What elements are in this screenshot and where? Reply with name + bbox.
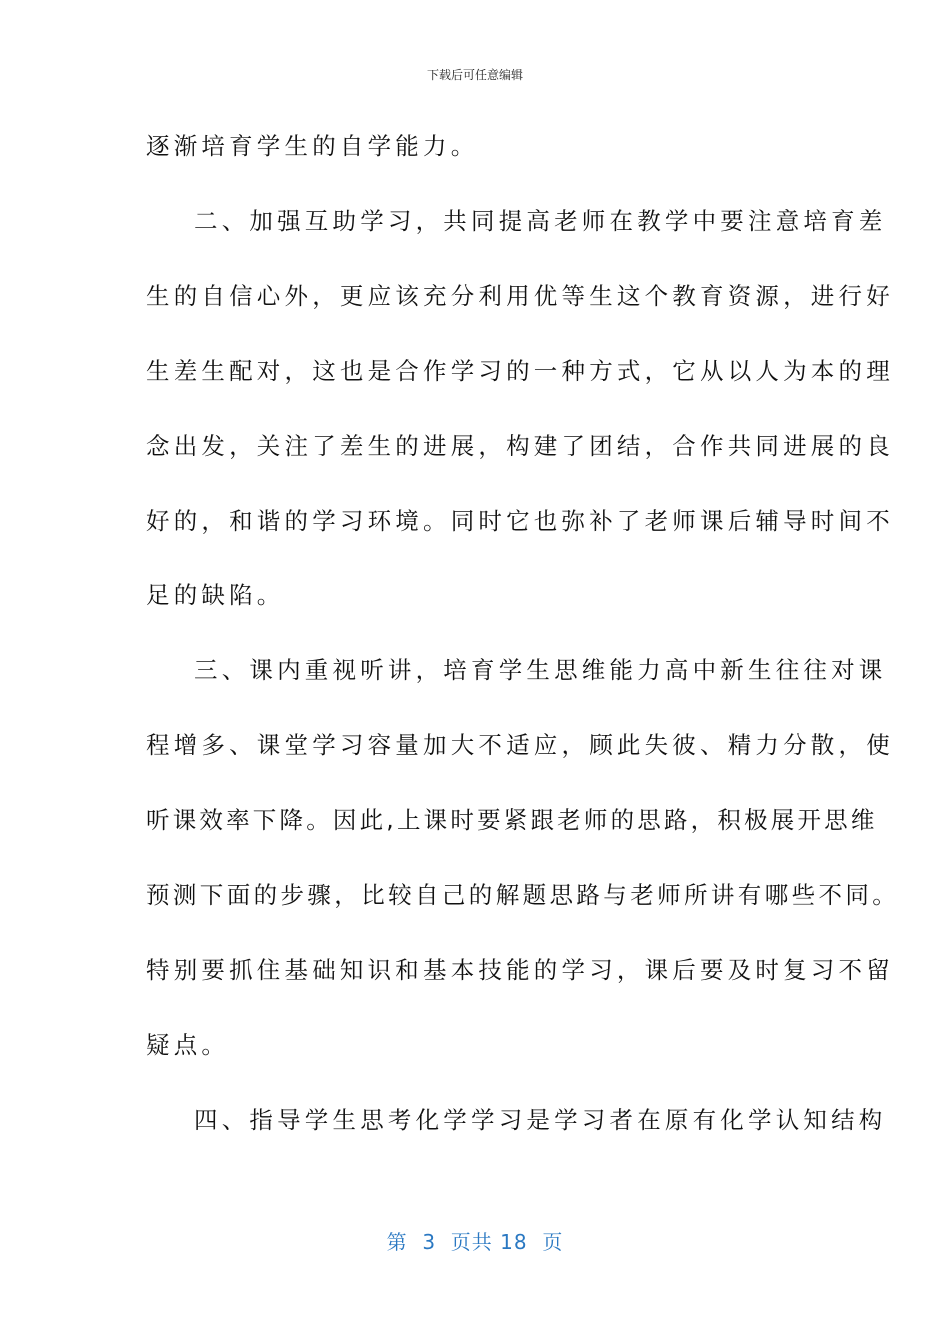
text-line: 四、指导学生思考化学学习是学习者在原有化学认知结构 [194,1106,887,1134]
text-line: 生的自信心外，更应该充分利用优等生这个教育资源，进行好 [146,282,894,310]
text-line: 特别要抓住基础知识和基本技能的学习，课后要及时复习不留 [146,956,894,984]
text-line: 三、课内重视听讲，培育学生思维能力高中新生往往对课 [194,656,887,684]
text-line: 好的，和谐的学习环境。同时它也弥补了老师课后辅导时间不 [146,507,894,535]
page-footer: 第 3 页共 18 页 [386,1230,564,1254]
text-line: 足的缺陷。 [146,581,285,609]
page-header: 下载后可任意编辑 [426,68,523,82]
text-line: 逐渐培育学生的自学能力。 [146,132,479,160]
text-line: 念出发，关注了差生的进展，构建了团结，合作共同进展的良 [146,432,894,460]
text-line: 听课效率下降。因此,上课时要紧跟老师的思路，积极展开思维 [146,806,878,834]
text-line: 疑点。 [146,1031,230,1059]
text-line: 程增多、课堂学习容量加大不适应，顾此失彼、精力分散，使 [146,731,894,759]
text-line: 生差生配对，这也是合作学习的一种方式，它从以人为本的理 [146,357,894,385]
text-line: 二、加强互助学习，共同提高老师在教学中要注意培育差 [194,207,887,235]
text-line: 预测下面的步骤，比较自己的解题思路与老师所讲有哪些不同。 [146,881,900,909]
